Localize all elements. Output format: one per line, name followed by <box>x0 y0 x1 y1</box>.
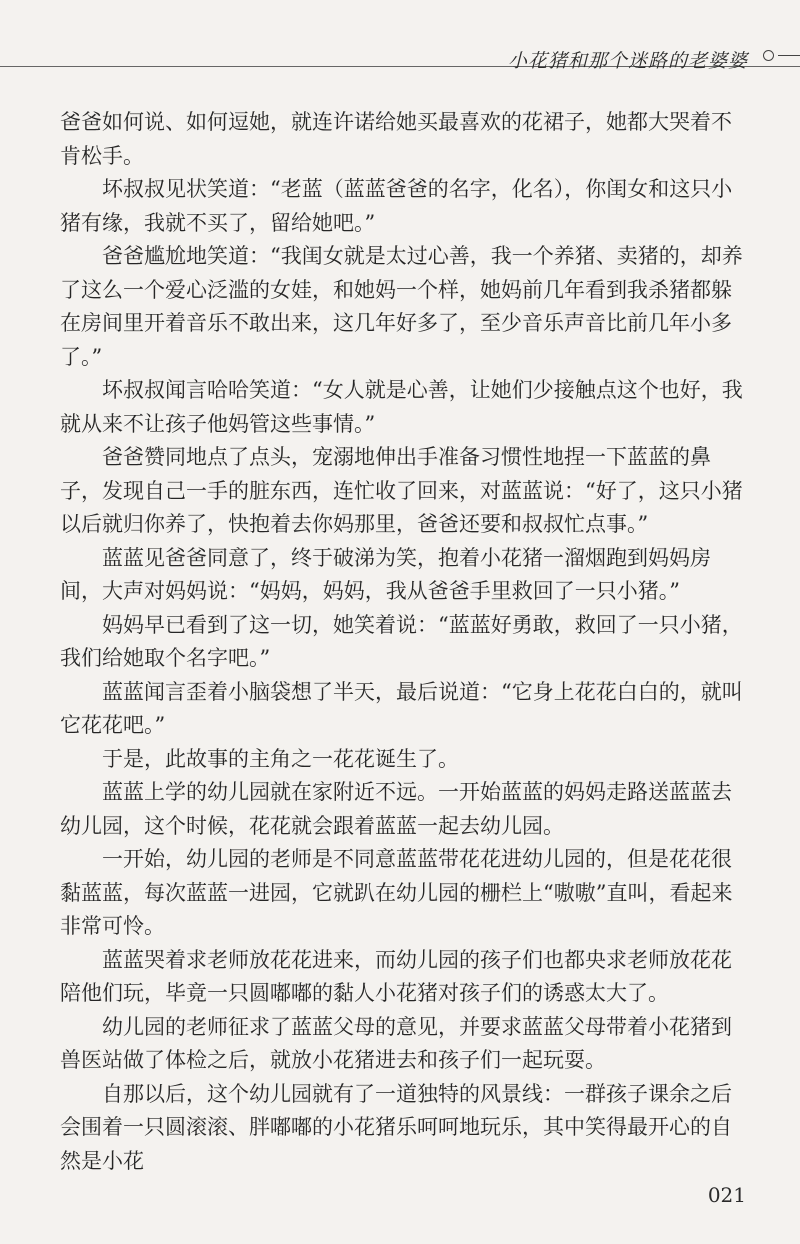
paragraph: 爸爸如何说、如何逗她，就连许诺给她买最喜欢的花裙子，她都大哭着不肯松手。 <box>60 110 732 168</box>
paragraph: 蓝蓝见爸爸同意了，终于破涕为笑，抱着小花猪一溜烟跑到妈妈房间，大声对妈妈说：“妈妈，妈妈，我从爸爸手里救回了一只小猪。” <box>60 545 711 603</box>
paragraph: 坏叔叔见状笑道：“老蓝（蓝蓝爸爸的名字，化名），你闺女和这只小猪有缘，我就不买了，留给她吧。” <box>60 177 733 235</box>
circle-ornament-icon <box>763 50 774 61</box>
header-rule-end <box>778 55 800 56</box>
chapter-title: 小花猪和那个迷路的老婆婆 <box>507 50 748 72</box>
running-header <box>0 40 800 80</box>
paragraph: 幼儿园的老师征求了蓝蓝父母的意见，并要求蓝蓝父母带着小花猪到兽医站做了体检之后，就放小花猪进去和孩子们一起玩耍。 <box>60 1014 732 1072</box>
page-body <box>60 106 750 1178</box>
paragraph: 蓝蓝上学的幼儿园就在家附近不远。一开始蓝蓝的妈妈走路送蓝蓝去幼儿园，这个时候，花花就会跟着蓝蓝一起去幼儿园。 <box>60 780 732 838</box>
page-number: 021 <box>707 1183 746 1207</box>
paragraph: 爸爸尴尬地笑道：“我闺女就是太过心善，我一个养猪、卖猪的，却养了这么一个爱心泛滥的女娃，和她妈一个样，她妈前几年看到我杀猪都躲在房间里开着音乐不敢出来，这几年好多了，至少音乐声音比前几年小多了。” <box>60 244 743 369</box>
paragraph: 妈妈早已看到了这一切，她笑着说：“蓝蓝好勇敢，救回了一只小猪，我们给她取个名字吧。” <box>60 612 743 670</box>
paragraph: 爸爸赞同地点了点头，宠溺地伸出手准备习惯性地捏一下蓝蓝的鼻子，发现自己一手的脏东西，连忙收了回来，对蓝蓝说：“好了，这只小猪以后就归你养了，快抱着去你妈那里，爸爸还要和叔叔忙点事。” <box>60 445 743 536</box>
paragraph: 蓝蓝哭着求老师放花花进来，而幼儿园的孩子们也都央求老师放花花陪他们玩，毕竟一只圆嘟嘟的黏人小花猪对孩子们的诱惑太大了。 <box>60 947 732 1005</box>
paragraph: 于是，此故事的主角之一花花诞生了。 <box>102 746 459 771</box>
paragraph: 蓝蓝闻言歪着小脑袋想了半天，最后说道：“它身上花花白白的，就叫它花花吧。” <box>60 679 743 737</box>
paragraph: 坏叔叔闻言哈哈笑道：“女人就是心善，让她们少接触点这个也好，我就从来不让孩子他妈管这些事情。” <box>60 378 743 436</box>
paragraph: 自那以后，这个幼儿园就有了一道独特的风景线：一群孩子课余之后会围着一只圆滚滚、胖嘟嘟的小花猪乐呵呵地玩乐，其中笑得最开心的自然是小花 <box>60 1081 732 1173</box>
paragraph: 一开始，幼儿园的老师是不同意蓝蓝带花花进幼儿园的，但是花花很黏蓝蓝，每次蓝蓝一进园，它就趴在幼儿园的栅栏上“嗷嗷”直叫，看起来非常可怜。 <box>60 847 733 938</box>
